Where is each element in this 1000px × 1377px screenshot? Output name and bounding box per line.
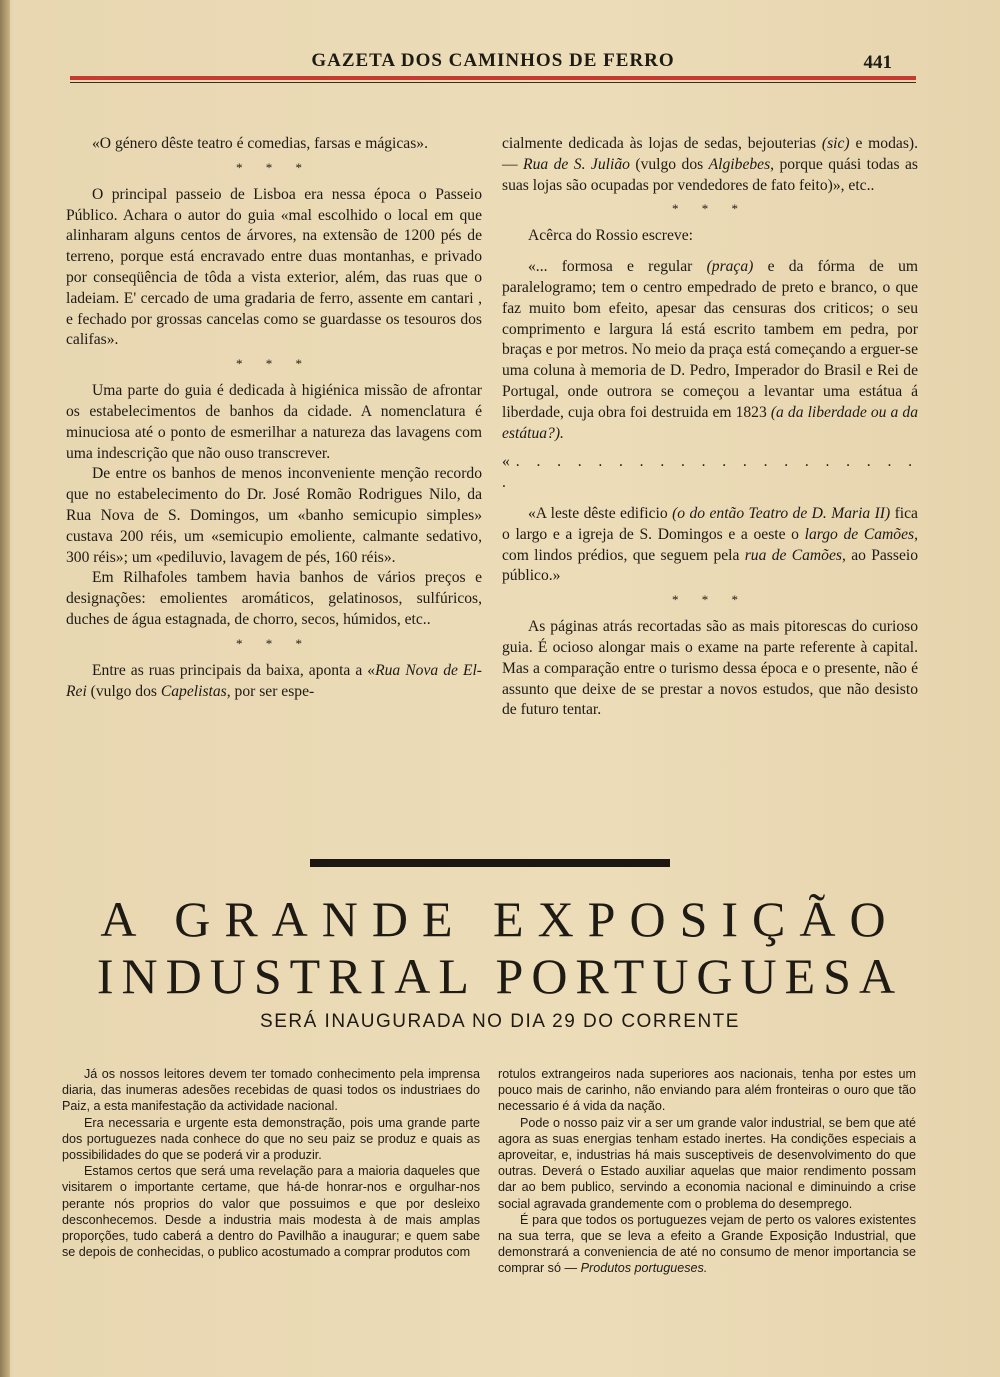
paragraph: É para que todos os portuguezes vejam de perto os valores existentes na sua terra, que se leva a efeito a Grande Exposição Industrial, que demonstrará a conveniencia de até no consumo de menor importancia se comprar só — Produtos portugueses. [498,1212,916,1276]
article-right-column [498,1066,916,1277]
article-divider-bar [310,859,670,867]
paragraph: rotulos extrangeiros nada superiores aos nacionais, tenha por estes um pouco mais de carinho, não enviando para além fronteiras o ouro que tão necessario é á vida da nação. [498,1067,916,1114]
paragraph: Pode o nosso paiz vir a ser um grande valor industrial, se bem que até agora as suas energias tenham estado inertes. Ha condições especiais a aproveitar, e, industrias há mais susceptiveis de desenvolvimento do que outras. Deverá o Estado auxiliar aquelas que maior rendimento possam dar ao bem publico, servindo a economia nacional e diminuindo a crise social agravada grandemente com o problema do desemprego. [498,1115,916,1211]
header-red-rule [70,76,916,80]
paragraph: Em Rilhafoles tambem havia banhos de vários preços e designações: emolientes aromáticos, gelatinosos, sulfúricos, duches de água estagnada, de chorro, secos, húmidos, etc.. [66,569,482,628]
article-left-column [62,1066,480,1260]
header-thin-rule [70,82,916,83]
paragraph: Acêrca do Rossio escreve: [528,227,693,245]
headline-subtitle: SERÁ INAUGURADA NO DIA 29 DO CORRENTE [260,1011,740,1032]
paragraph: «... formosa e regular (praça) e da fórma de um paralelogramo; tem o centro empedrado de preto e branco, o que faz muito bom efeito, apesar das censuras dos criticos; o seu comprimento e largura lá está escrito tambem em pedra, por braças e por metros. No meio da praça está começando a erguer-se uma coluna à memoria de D. Pedro, Imperador do Brasil e Rei de Portugal, onde outrora se começou a levantar uma estátua á liberdade, cuja obra foi destruida em 1823 (a da liberdade ou a da estátua?). [502,258,919,442]
paragraph: As páginas atrás recortadas são as mais pitorescas do curioso guia. É ocioso alongar mais o exame na parte referente à capital. Mas a comparação entre o turismo dessa época e o presente, não é assunto que deixe de se prestar a novos estudos, que não desisto de futuro tentar. [502,618,918,719]
paragraph: Estamos certos que será uma revelação para a maioria daqueles que visitarem o importante certame, que há-de honrar-nos e orgulhar-nos perante nós proprios do valor que possuimos e que por desleixo desconhecemos. Desde a industria mais modesta à de mais amplas proporções, tudo caberá a dentro do Pavilhão a inaugurar; e quem sabe se depois de conhecidas, o publico acostumado a comprar produtos com [62,1164,480,1260]
section-separator: * * * [672,201,748,217]
headline-line-1: A GRANDE EXPOSIÇÃO [100,891,900,947]
paragraph: Já os nossos leitores devem ter tomado conhecimento pela imprensa diaria, das inumeras adesões recebidas de quasi todos os industriaes do Paiz, a esta manifestação da actividade nacional. [62,1067,480,1114]
right-column [502,134,918,721]
paragraph: «O género dêste teatro é comedias, farsas e mágicas». [92,135,428,152]
paragraph: O principal passeio de Lisboa era nessa época o Passeio Público. Achara o autor do guia «mal escolhido o local em que alinharam alguns centos de árvores, na extensão de 1200 pés de terreno, porque está encravado entre duas montanhas, e privado por conseqüência de tôda a vista exterior, além, das ruas que o ladeiam. E' cercado de uma gradaria de ferro, assente em cantari , e fechado por grossas cancelas como se guardasse os tesouros dos califas». [66,185,482,349]
left-column [66,134,482,702]
paragraph: Uma parte do guia é dedicada à higiénica missão de afrontar os estabelecimentos de banhos da cidade. A nomenclatura é minuciosa até o ponto de esmerilhar a natureza das lavagens com uma indescrição que não ouso transcrever. [66,382,482,462]
section-separator: * * * [236,159,312,175]
running-header [70,46,916,82]
page-number: 441 [863,52,892,73]
ellipsis-line: «. . . . . . . . . . . . . . . . . . . . . [502,453,918,492]
paragraph: Era necessaria e urgente esta demonstração, pois uma grande parte dos portuguezes nada conhece do que no seu paiz se produz e quais as possibilidades do que se poderá vir a produzir. [62,1115,480,1163]
section-separator: * * * [672,592,748,608]
section-separator: * * * [236,635,312,651]
publication-title: GAZETA DOS CAMINHOS DE FERRO [311,50,675,71]
paragraph: cialmente dedicada às lojas de sedas, bejouterias (sic) e modas). — Rua de S. Julião (vulgo dos Algibebes, porque quási todas as suas lojas são ocupadas por vendedores de fato feito)», etc.. [502,135,918,194]
paragraph: «A leste dêste edificio (o do então Teatro de D. Maria II) fica o largo e a igreja de S. Domingos e a oeste o largo de Camões, com lindos prédios, que seguem pela rua de Camões, ao Passeio público.» [502,504,919,585]
headline-line-2: INDUSTRIAL PORTUGUESA [96,948,904,1004]
section-separator: * * * [236,356,312,372]
page-binding-edge [0,0,10,1377]
paragraph: De entre os banhos de menos inconveniente menção recordo que no estabelecimento do Dr. José Romão Rodrigues Nilo, da Rua Nova de S. Domingos, um «banho semicupio simples» custava 200 réis, um «semicupio emoliente, calmante sedativo, 300 réis»; um «pediluvio, lavagem de pés, 160 réis». [66,465,482,566]
paragraph: Entre as ruas principais da baixa, aponta a «Rua Nova de El-Rei (vulgo dos Capelistas, por ser espe- [66,661,482,700]
